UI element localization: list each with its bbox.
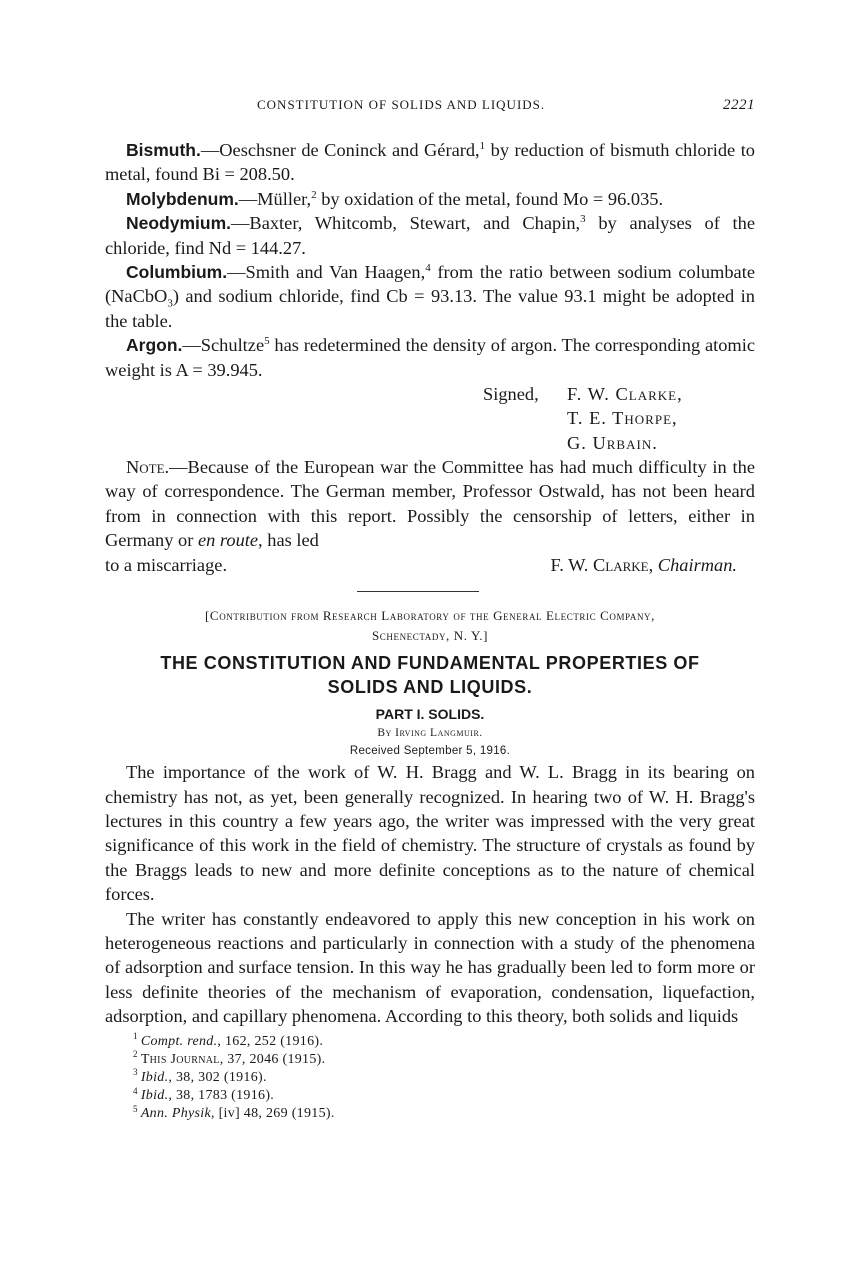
paragraph-molybdenum [105, 187, 755, 211]
page-number: 2221 [723, 97, 755, 113]
text: —Smith and Van Haagen, [227, 262, 426, 283]
note-last-line [105, 553, 755, 577]
footnote-ref: 2 [311, 188, 317, 201]
chairman-name: F. W. Clarke, [550, 554, 654, 575]
text: to a miscarriage. [105, 554, 228, 575]
footnote [133, 1105, 755, 1123]
running-head-title: CONSTITUTION OF SOLIDS AND LIQUIDS. [257, 97, 546, 112]
italic-text: en route, [197, 530, 263, 551]
text: ) and sodium chloride, find Cb = 93.13. The value 93.1 might be adopted in the table. [105, 286, 755, 331]
running-head [105, 97, 755, 117]
signatory-names [567, 382, 683, 455]
note-paragraph [105, 455, 755, 553]
heading-bismuth: Bismuth. [126, 140, 201, 160]
body-text [105, 138, 755, 1124]
text: —Oeschsner de Coninck and Gérard, [200, 140, 480, 160]
text: by analyses of the chloride, find Nd = 144.27. [105, 213, 756, 258]
text: by reduction of bismuth chloride to metal, found Bi = 208.50. [105, 140, 755, 185]
article-paragraph: The writer has constantly endeavored to apply this new conception in his work on heterogeneous reactions and particularly in connection with a study of the phenomena of adsorption and surface tension. In this way he has gradually been led to form more or less definite theories of the mechanism of evaporation, condensation, liquefaction, adsorption, and capillary phenomena. According to this theory, both solids and liquids [105, 908, 755, 1027]
heading-neodymium: Neodymium. [126, 213, 232, 234]
received-date: Received September 5, 1916. [349, 745, 511, 758]
footnote-source: Compt. rend. [140, 1033, 218, 1049]
footnote-detail: 37, 2046 (1915). [223, 1051, 326, 1067]
footnotes [105, 1030, 755, 1124]
footnote-mark: 3 [133, 1067, 138, 1078]
heading-columbium: Columbium. [126, 262, 228, 283]
chairman-signature [551, 553, 738, 577]
signatory-name: G. Urbain. [567, 432, 658, 453]
paragraph-neodymium [105, 211, 755, 260]
signed-label: Signed, [483, 384, 539, 405]
footnote-ref: 1 [479, 139, 486, 152]
footnote-mark: 5 [133, 1103, 138, 1114]
part-heading: PART I. SOLIDS. [375, 706, 485, 723]
footnote-source: Ann. Physik, [140, 1106, 215, 1122]
footnote-detail: , 38, 302 (1916). [168, 1069, 267, 1085]
footnote-source: This Journal, [140, 1051, 224, 1067]
footnote-ref: 3 [580, 213, 586, 226]
signatory-name: F. W. Clarke, [567, 384, 683, 405]
footnote-detail: , 38, 1783 (1916). [168, 1088, 275, 1104]
paragraph-bismuth [105, 138, 755, 187]
section-divider [357, 591, 479, 592]
footnote-mark: 2 [133, 1049, 138, 1060]
paragraph-columbium [105, 260, 755, 333]
footnote [133, 1030, 755, 1051]
footnote-detail: , 162, 252 (1916). [217, 1033, 324, 1049]
footnote [133, 1069, 755, 1087]
footnote [133, 1087, 755, 1105]
title-line: SOLIDS AND LIQUIDS. [327, 677, 533, 698]
note-heading: Note. [126, 457, 170, 478]
text: —Müller, [238, 188, 312, 209]
contribution-line: Schenectady, N. Y.] [371, 628, 489, 644]
title-line: THE CONSTITUTION AND FUNDAMENTAL PROPERTIES OF [160, 653, 700, 674]
text: from the ratio between sodium columbate (NaCbO [105, 262, 755, 307]
text: has redetermined the density of argon. The corresponding atomic weight is A = 39.945. [105, 335, 755, 380]
signature-block [105, 382, 755, 455]
author-byline: By Irving Langmuir. [377, 727, 483, 740]
text: —Schultze [182, 335, 265, 356]
article-title [105, 651, 755, 699]
text: by oxidation of the metal, found Mo = 96.035. [316, 188, 664, 209]
heading-molybdenum: Molybdenum. [126, 188, 239, 209]
text: has led [262, 530, 319, 551]
footnote-mark: 4 [133, 1085, 138, 1096]
footnote-ref: 4 [425, 261, 431, 274]
footnote-mark: 1 [133, 1030, 138, 1041]
heading-argon: Argon. [126, 335, 183, 356]
footnote-ref: 5 [264, 335, 270, 348]
article-paragraph: The importance of the work of W. H. Bragg and W. L. Bragg in its bearing on chemistry has not, as yet, been generally recognized. In hearing two of W. H. Bragg's lectures in this country a few years ago, the writer was impressed with the very great significance of this work in the field of chemistry. The structure of crystals as found by the Braggs leads to new and more definite conceptions as to the nature of chemical forces. [105, 762, 755, 905]
text: —Baxter, Whitcomb, Stewart, and Chapin, [231, 213, 581, 234]
paragraph-argon [105, 333, 755, 382]
chairman-title: Chairman. [657, 554, 737, 575]
footnote-source: Ibid. [140, 1069, 169, 1085]
footnote-source: Ibid. [140, 1088, 169, 1104]
contribution-line: [Contribution from Research Laboratory of the General Electric Company, [205, 608, 655, 624]
signatory-name: T. E. Thorpe, [567, 408, 678, 429]
subscript: 3 [167, 298, 173, 311]
footnote [133, 1051, 755, 1069]
footnote-detail: [iv] 48, 269 (1915). [214, 1106, 335, 1122]
text: —Because of the European war the Committee has had much difficulty in the way of correspondence. The German member, Professor Ostwald, has not been heard from in connection with this report. Possibly the censorship of letters, either in Germany or [105, 457, 755, 551]
